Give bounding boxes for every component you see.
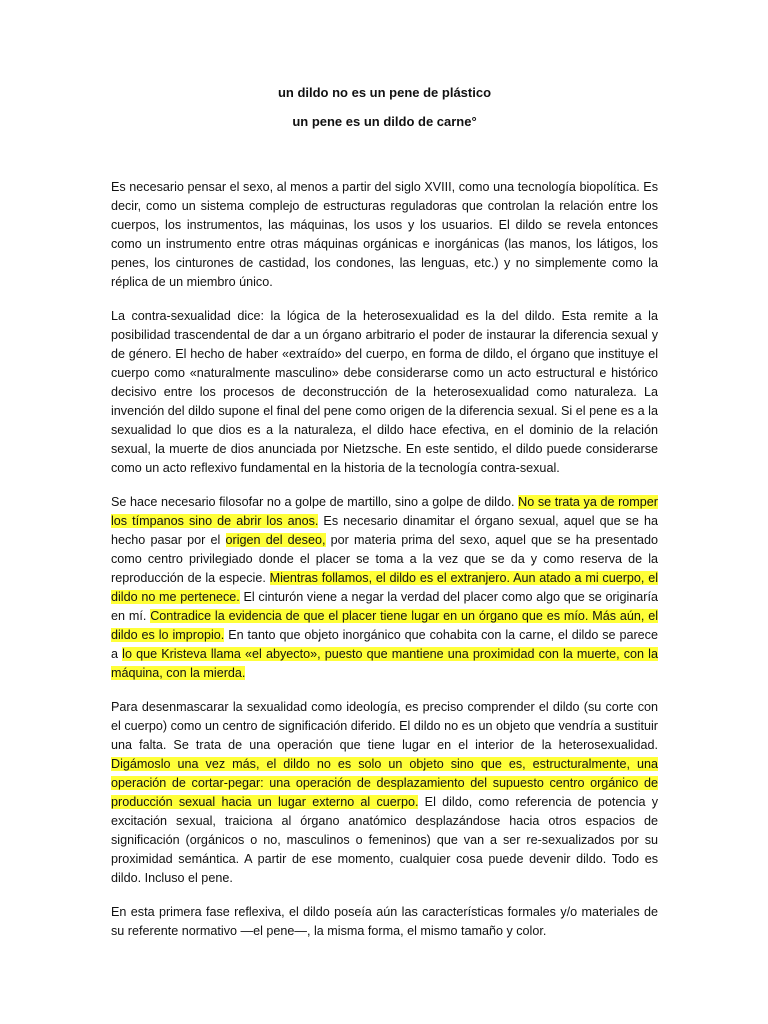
- text-span: El cinturón viene a negar la verdad del placer como algo que se originaría en mí.: [111, 590, 658, 623]
- paragraph: [111, 903, 658, 941]
- highlighted-text: Contradice la evidencia de que el placer tiene lugar en un órgano que es mío. Más aún, el dildo es lo impropio.: [111, 609, 658, 642]
- text-span: Se hace necesario filosofar no a golpe de martillo, sino a golpe de dildo.: [111, 495, 519, 509]
- highlighted-text: origen del deseo,: [225, 533, 326, 547]
- paragraph: [111, 493, 658, 683]
- paragraph: [111, 698, 658, 888]
- highlighted-text: Mientras follamos, el dildo es el extranjero. Aun atado a mi cuerpo, el dildo no me pertenece.: [111, 571, 658, 604]
- text-span: En esta primera fase reflexiva, el dildo poseía aún las características formales y/o materiales de su referente normativo —el pene—, la misma forma, el mismo tamaño y color.: [111, 905, 658, 938]
- paragraph: [111, 178, 658, 292]
- text-span: por materia prima del sexo, aquel que se ha presentado como centro privilegiado donde el placer se toma a la vez que se da y como reserva de la reproducción de la especie.: [111, 533, 658, 585]
- text-span: Para desenmascarar la sexualidad como ideología, es preciso comprender el dildo (su corte con el cuerpo) como un centro de significación diferido. El dildo no es un objeto que vendría a sustituir una falta. Se trata de una operación que tiene lugar en el interior de la heterosexualidad.: [111, 700, 658, 752]
- highlighted-text: Digámoslo una vez más, el dildo no es solo un objeto sino que es, estructuralmente, una operación de cortar-pegar: una operación de desplazamiento del supuesto centro orgánico de producción sexual hacia un lugar externo al cuerpo.: [111, 757, 658, 809]
- highlighted-text: lo que Kristeva llama «el abyecto», puesto que mantiene una proximidad con la muerte, con la máquina, con la mierda.: [111, 647, 658, 680]
- text-span: En tanto que objeto inorgánico que cohabita con la carne, el dildo se parece a: [111, 628, 658, 661]
- title-line-1: un dildo no es un pene de plástico: [277, 85, 492, 100]
- text-span: Es necesario pensar el sexo, al menos a partir del siglo XVIII, como una tecnología biopolítica. Es decir, como un sistema complejo de estructuras reguladoras que controlan la relación entre los cuerpos, los instrumentos, las máquinas, los usos y los usuarios. El dildo se revela entonces como un instrumento entre otras máquinas orgánicas e inorgánicas (las manos, los látigos, los penes, los cinturones de castidad, los condones, las lenguas, etc.) y no simplemente como la réplica de un miembro único.: [111, 180, 658, 289]
- paragraph: [111, 307, 658, 478]
- text-span: La contra-sexualidad dice: la lógica de la heterosexualidad es la del dildo. Esta remite a la posibilidad trascendental de dar a un órgano arbitrario el poder de instaurar la diferencia sexual y de género. El hecho de haber «extraído» del cuerpo, en forma de dildo, el órgano que instituye el cuerpo como «naturalmente masculino» debe considerarse como un acto estructural e histórico decisivo entre los procesos de deconstrucción de la heterosexualidad como naturaleza. La invención del dildo supone el final del pene como origen de la diferencia sexual. Si el pene es a la sexualidad lo que dios es a la naturaleza, el dildo hace efectiva, en el dominio de la relación sexual, la muerte de dios anunciada por Nietzsche. En este sentido, el dildo puede considerarse como un acto reflexivo fundamental en la historia de la tecnología contra-sexual.: [111, 309, 658, 475]
- text-span: Es necesario dinamitar el órgano sexual, aquel que se ha hecho pasar por el: [111, 514, 658, 547]
- document-body: [111, 178, 658, 941]
- text-span: El dildo, como referencia de potencia y excitación sexual, traiciona al órgano anatómico desplazándose hacia otros espacios de significación (orgánicos o no, masculinos o femeninos) que van a ser re-sexualizados por su proximidad semántica. A partir de ese momento, cualquier cosa puede devenir dildo. Todo es dildo. Incluso el pene.: [111, 795, 658, 885]
- title-line-2: un pene es un dildo de carne°: [292, 114, 477, 129]
- highlighted-text: No se trata ya de romper los tímpanos sino de abrir los anos.: [111, 495, 659, 528]
